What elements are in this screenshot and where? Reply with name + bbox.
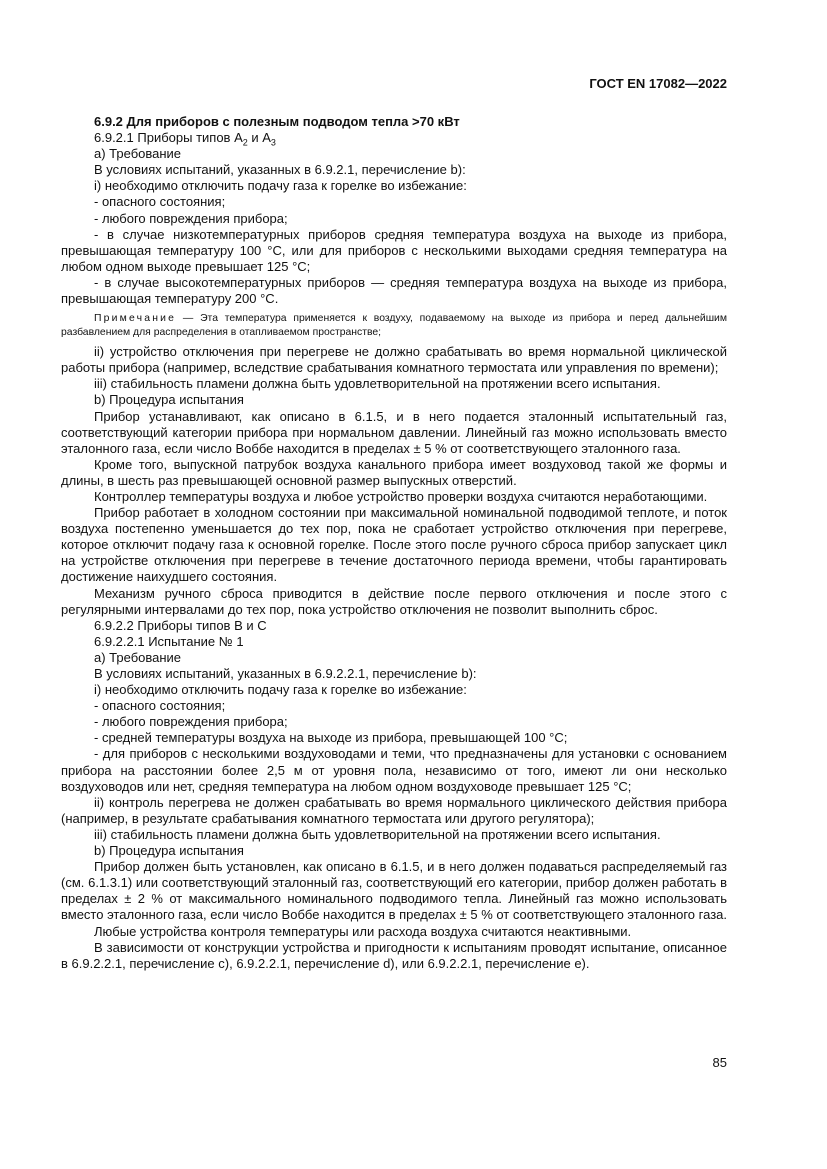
- section-heading: 6.9.2 Для приборов с полезным подводом тепла >70 кВт: [94, 114, 460, 129]
- paragraph: - опасного состояния;: [94, 698, 226, 714]
- paragraph: Прибор устанавливают, как описано в 6.1.5, и в него подается эталонный испытательный газ, соответствующий категории прибора при нормальном давлении. Линейный газ можно использовать вместо эталонного газа, если число Воббе находится в пределах ± 5 % от соответствующего эталонного газа.: [61, 408, 727, 456]
- paragraph: - в случае высокотемпературных приборов — средняя температура воздуха на выходе из прибора, превышающая температуру 200 °C.: [61, 274, 727, 307]
- paragraph: - любого повреждения прибора;: [94, 210, 288, 226]
- paragraph: - опасного состояния;: [94, 194, 226, 210]
- note: [61, 312, 727, 340]
- paragraph: - любого повреждения прибора;: [94, 714, 288, 730]
- subsection-title: 6.9.2.1 Приборы типов $A_2$ и $A_3$: [94, 130, 276, 148]
- paragraph: b) Процедура испытания: [94, 843, 244, 859]
- paragraph: В условиях испытаний, указанных в 6.9.2.2.1, перечисление b):: [94, 666, 477, 681]
- paragraph: а) Требование: [94, 649, 182, 665]
- paragraph: - в случае низкотемпературных приборов средняя температура воздуха на выходе из прибора, превышающая температуру 100 °C, или для приборов с несколькими выходами средняя температура на любом одном выходе превышает 125 °C;: [61, 226, 727, 274]
- paragraph: 6.9.2.2 Приборы типов В и С: [94, 617, 267, 633]
- paragraph: 6.9.2.2.1 Испытание № 1: [94, 633, 244, 649]
- paragraph: ii) устройство отключения при перегреве не должно срабатывать во время нормальной циклической работы прибора (например, вследствие срабатывания комнатного термостата или управления по времени);: [61, 344, 727, 376]
- paragraph: - средней температуры воздуха на выходе из прибора, превышающей 100 °C;: [94, 730, 568, 746]
- paragraph: В условиях испытаний, указанных в 6.9.2.1, перечисление b):: [94, 162, 466, 178]
- paragraph: Любые устройства контроля температуры или расхода воздуха считаются неактивными.: [94, 923, 632, 939]
- paragraph: ii) контроль перегрева не должен срабатывать во время нормального циклического действия прибора (например, в результате срабатывания комнатного термостата или другого регулятора);: [61, 794, 727, 826]
- paragraph: Прибор работает в холодном состоянии при максимальной номинальной подводимой теплоте, и поток воздуха постепенно уменьшается до тех пор, пока не сработает устройство отключения при перегреве, которое отключит подачу газа к основной горелке. После этого после ручного сброса прибор запускает цикл на устройстве отключения при перегреве в течение достаточного периода времени, чтобы гарантировать достижение наихудшего состояния.: [61, 505, 727, 585]
- page-number: 85: [712, 1055, 727, 1070]
- paragraph: - для приборов с несколькими воздуховодами и теми, что предназначены для установки с основанием прибора на расстоянии более 2,5 м от уровня пола, независимо от того, имеют ли они несколько воздуховодов или нет, средняя температура на любом одном воздуховоде превышает 125 °C;: [61, 746, 727, 794]
- note-label: Примечание: [94, 313, 177, 325]
- page-body: [61, 114, 727, 972]
- paragraph: iii) стабильность пламени должна быть удовлетворительной на протяжении всего испытания.: [94, 376, 661, 392]
- document-header: ГОСТ EN 17082—2022: [589, 76, 727, 91]
- paragraph: iii) стабильность пламени должна быть удовлетворительной на протяжении всего испытания.: [94, 826, 661, 842]
- paragraph: Кроме того, выпускной патрубок воздуха канального прибора имеет воздуховод такой же формы и длины, в шесть раз превышающей основной размер выпускных отверстий.: [61, 456, 727, 488]
- paragraph: Контроллер температуры воздуха и любое устройство проверки воздуха считаются неработающими.: [94, 488, 708, 504]
- note-text: — Эта температура применяется к воздуху, подаваемому на выходе из прибора и перед дальнейшим разбавлением для распределения в отапливаемом пространстве;: [61, 313, 727, 339]
- paragraph: Прибор должен быть установлен, как описано в 6.1.5, и в него должен подаваться распределяемый газ (см. 6.1.3.1) или соответствующий эталонный газ, соответствующий его категории, прибор должен работать в пределах ± 2 % от максимального номинального подводимого тепла. Линейный газ можно использовать вместо эталонного газа, если число Воббе находится в пределах ± 5 % от соответствующего эталонного газа.: [61, 859, 727, 923]
- paragraph: i) необходимо отключить подачу газа к горелке во избежание:: [94, 682, 467, 698]
- paragraph: Механизм ручного сброса приводится в действие после первого отключения и после этого с регулярными интервалами до тех пор, пока устройство отключения не позволит выполнить сброс.: [61, 585, 727, 617]
- paragraph: а) Требование: [94, 146, 182, 162]
- paragraph: В зависимости от конструкции устройства и пригодности к испытаниям проводят испытание, описанное в 6.9.2.2.1, перечисление c), 6.9.2.2.1, перечисление d), или 6.9.2.2.1, перечисление e).: [61, 939, 727, 971]
- paragraph: b) Процедура испытания: [94, 392, 244, 408]
- paragraph: i) необходимо отключить подачу газа к горелке во избежание:: [94, 178, 467, 194]
